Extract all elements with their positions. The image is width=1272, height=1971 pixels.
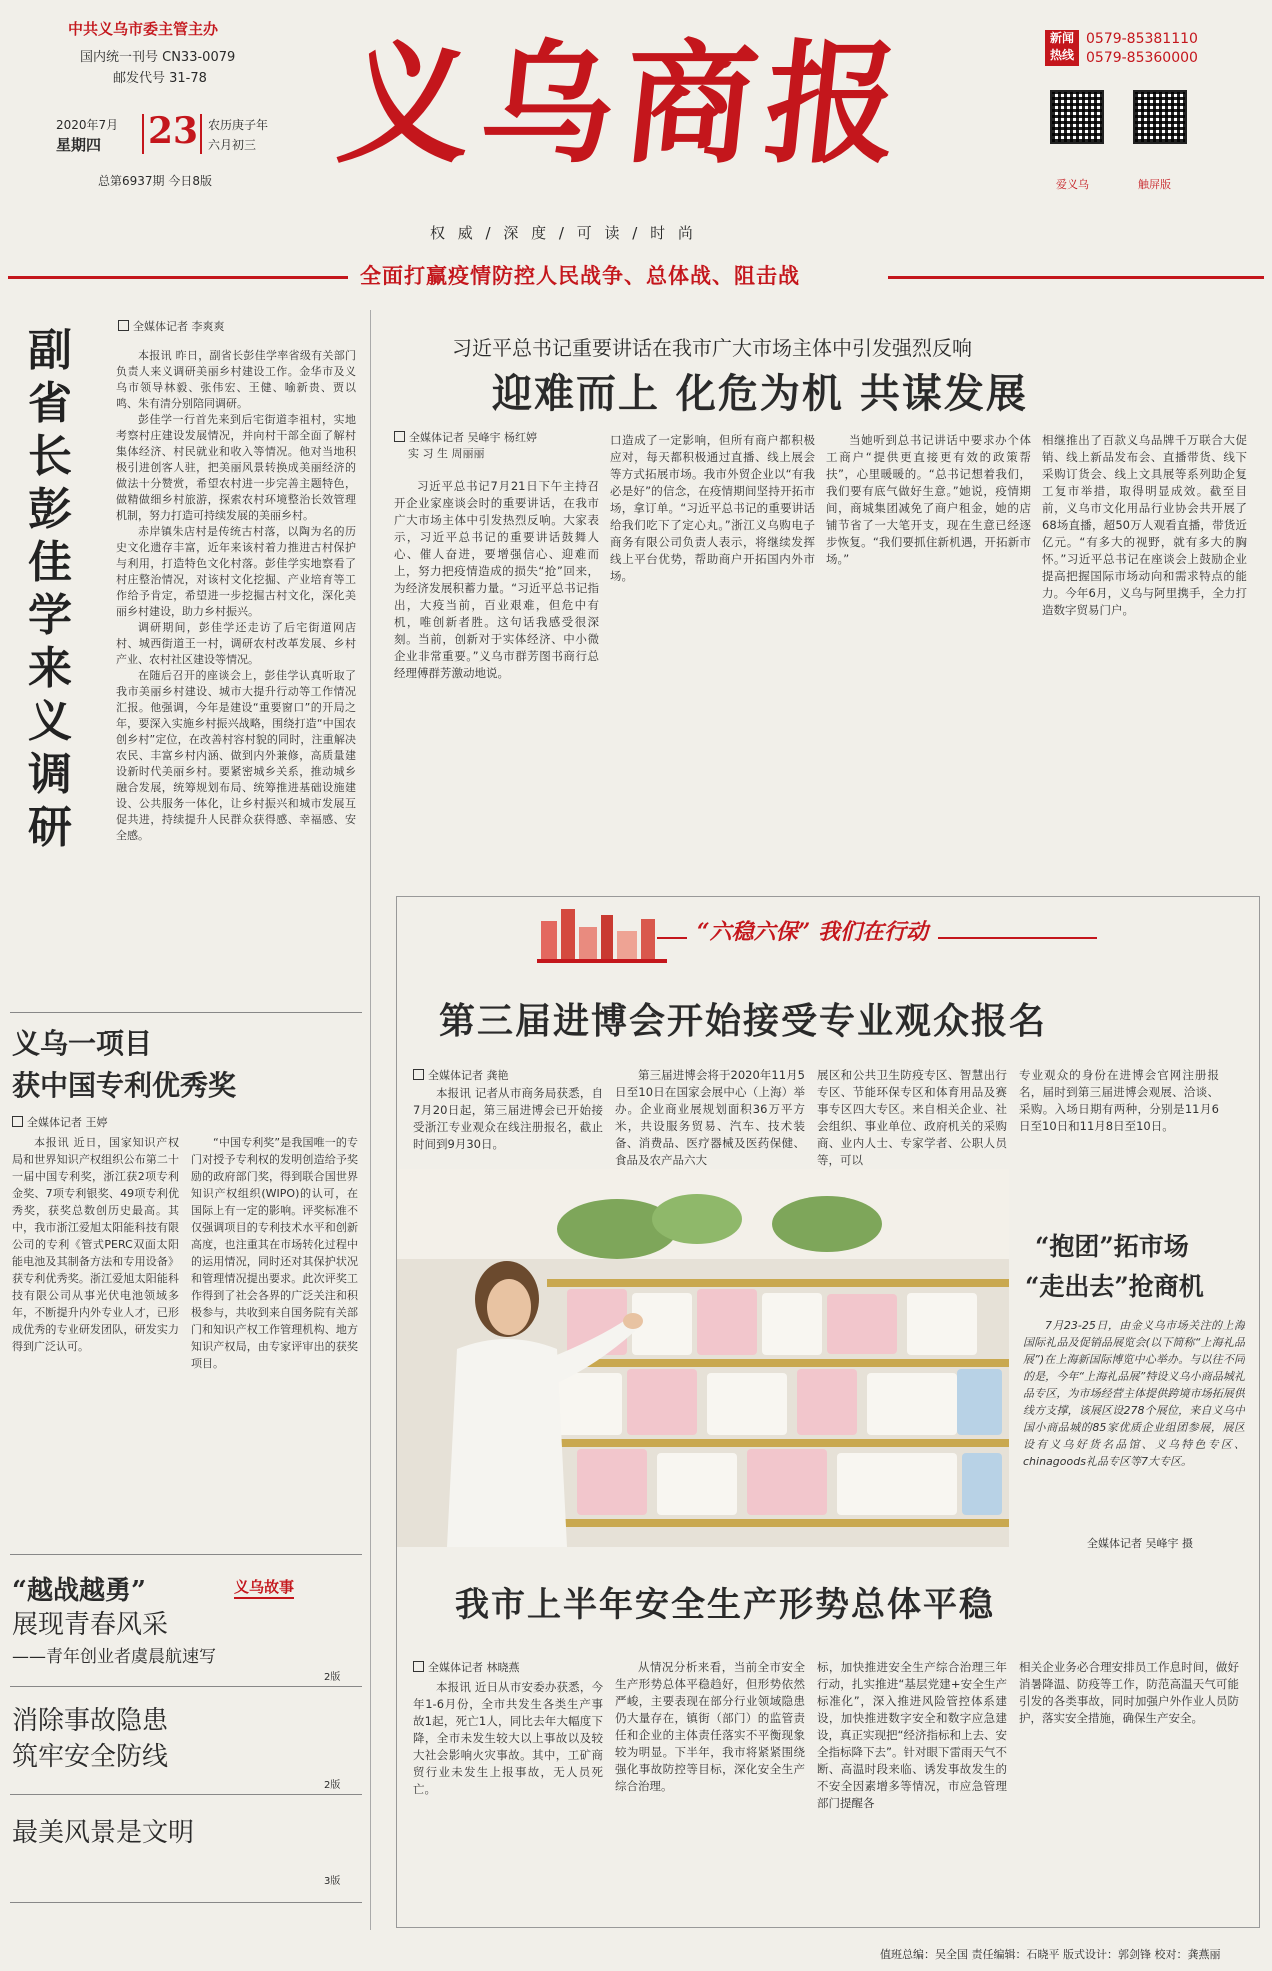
left-divider-3 [10,1686,362,1687]
slogan: 权 威 / 深 度 / 可 读 / 时 尚 [430,224,697,242]
teaser-2-page: 2版 [324,1780,341,1791]
photo-headline-1: “抱团”拓市场 [1035,1232,1189,1261]
teaser-2-title-2: 筑牢安全防线 [12,1742,169,1772]
date-divider-right [200,114,202,154]
left-divider-1 [10,1012,362,1013]
vice-governor-headline: 副省长彭佳学来义调研 [28,325,72,853]
issn-line: 国内统一刊号 CN33-0079 [80,50,236,65]
safety-col-3: 标，加快推进安全生产综合治理三年行动，扎实推进“基层党建+安全生产标准化”，深入推进风险管控体系建设，加快推进数字安全和数字应急建设，真正实现把“经济指标和上去、安全指标降下去”。针对眼下雷雨天气不断、高温时段来临、诱发事故发生的不安全因素增多等情况，市应急管理部门提醒各 [817,1660,1007,1810]
expo-byline: 全媒体记者 龚艳 [413,1067,509,1083]
safety-byline: 全媒体记者 林晓燕 [413,1659,520,1675]
teaser-3-page: 3版 [324,1876,341,1887]
qr-label-mobile: 触屏版 [1138,178,1171,191]
date-weekday: 星期四 [56,136,102,154]
left-divider-2 [10,1554,362,1555]
hotline-phone-2: 0579-85360000 [1086,50,1198,66]
expo-col-1: 本报讯 记者从市商务局获悉，自7月20日起，第三届进博会已开始接受浙江专业观众在线注册报名，截止时间到9月30日。 [413,1086,603,1151]
hotline-phone-1: 0579-85381110 [1086,31,1198,47]
patent-headline-1: 义乌一项目 [12,1027,153,1060]
date-block [56,112,296,162]
lead-byline: 全媒体记者 吴峰宇 杨红婷 实 习 生 周丽丽 [394,430,537,462]
teaser-3[interactable] [12,1812,352,1892]
vice-governor-story [20,318,360,1008]
teaser-1-subtitle: ——青年创业者虞晨航速写 [12,1647,216,1667]
campaign-frame [396,896,1260,1928]
expo-headline: 第三届进博会开始接受专业观众报名 [439,1000,1048,1042]
patent-body [12,1134,358,1534]
left-divider-4 [10,1794,362,1795]
date-divider-left [142,114,144,154]
teaser-1-title-2: 展现青春风采 [12,1610,169,1640]
banner-line-left [8,276,348,279]
vice-governor-body: 本报讯 昨日，副省长彭佳学率省级有关部门负责人来义调研美丽乡村建设工作。金华市及义乌市领导林毅、张伟宏、王健、喻新贵、贾以鸣、朱有清分别陪同调研。 彭佳学一行首先来到后宅街道李祖村，实地考察村庄建设发展情况，并向村干部全面了解村集体经济、村民就业和收入等情况。他对当地积极引进创客人驻，把美丽风景转换成美丽经济的做法十分赞赏，希望农村进一步完善主题特色，做精做细乡村旅游，探索农村环境整治长效管理机制，努力打造可持续发展的美丽乡村。 赤岸镇朱店村是传统古村落，以陶为名的历史文化遗存丰富，近年来该村着力推进古村保护与利用，打造特色文化村落。彭佳学实地察看了村庄整治情况，对该村文化挖掘、产业培育等工作给予肯定，希望进一步挖掘古村文化，深化美丽乡村建设，助力乡村振兴。 调研期间，彭佳学还走访了后宅街道网店村、城西街道王一村，调研农村改革发展、乡村产业、农村社区建设等情况。 在随后召开的座谈会上，彭佳学认真听取了我市美丽乡村建设、城市大提升行动等工作情况汇报。他强调，今年是建设“重要窗口”的开局之年，要深入实施乡村振兴战略，围绕打造“中国农创乡村”定位，在改善村容村貌的同时，注重解决农民、丰富乡村内涵、做到内外兼修，高质量建设新时代美丽乡村。要紧密城乡关系，推动城乡融合发展，统筹规划布局、统筹推进基础设施建设、公共服务一体化，让乡村振兴和城市发展互促共进，持续提升人民群众获得感、幸福感、安全感。 [116,349,356,842]
patent-col-1: 本报讯 近日，国家知识产权局和世界知识产权组织公布第二十一届中国专利奖，浙江获2项专利金奖、7项专利银奖、49项专利优秀奖，获奖总数创历史最高。其中，我市浙江爱旭太阳能科技有限公司的专利《管式PERC双面太阳能电池及其制备方法和专用设备》获专利优秀奖。浙江爱旭太阳能科技有限公司从事光伏电池领域多年，不断提升内外专业人才，已形成优秀的专业研发团队，研发实力得到广泛认可。 [12,1136,179,1353]
sponsor-line: 中共义乌市委主管主办 [68,20,219,38]
safety-col-1: 本报讯 近日从市安委办获悉，今年1-6月份，全市共发生各类生产事故1起，死亡1人，同比去年大幅度下降，全市未发生较大以上事故以及较大社会影响火灾事故。其中，工矿商贸行业未发生上报事故，无人员死亡。 [413,1680,603,1796]
hotline-label-1: 新闻 [1049,31,1074,45]
campaign-banner-area [537,901,1097,963]
expo-col-2: 第三届进博会将于2020年11月5日至10日在国家会展中心（上海）举办。企业商业展规划面积36万平方米，共设服务贸易、汽车、技术装备、消费品、医疗器械及医药保健、食品及农产品六大 [615,1068,805,1167]
lead-col-2: 口造成了一定影响，但所有商户都积极应对，每天都积极通过直播、线上展会等方式拓展市场。我市外贸企业以“有我必是好”的信念，在疫情期间坚持开拓市场，拿订单。“习近平总书记的重要讲话给我们吃下了定心丸。”浙江义乌购电子商务有限公司负责人表示，将继续发挥线上平台优势，帮助商户开拓国内外市场。 [610,433,815,583]
hotline-badge [1045,30,1079,66]
lunar-day: 六月初三 [208,138,257,152]
teaser-2[interactable] [12,1700,352,1790]
campaign-slogan: “六稳六保” 我们在行动 [687,915,938,946]
safety-col-2: 从情况分析来看，当前全市安全生产形势总体平稳趋好，但形势依然严峻，主要表现在部分行业领域隐患仍大量存在，镇街（部门）的监管责任和企业的主体责任落实不平衡现象较为明显。下半年，我市将紧紧围绕强化事故防控等目标，深化安全生产综合治理。 [615,1660,805,1793]
lead-headline: 迎难而上 化危为机 共谋发展 [492,370,1028,417]
patent-byline: 全媒体记者 王婷 [12,1114,108,1130]
patent-col-2: “中国专利奖”是我国唯一的专门对授予专利权的发明创造给予奖励的政府部门奖，得到联合国世界知识产权组织(WIPO)的认可，在国际上有一定的影响。评奖标准不仅强调项目的专利技术水平和创新高度，也注重其在市场转化过程中的运用情况，同时还对其保护状况和管理情况提出要求。此次评奖工作得到了社会各界的广泛关注和积极参与，共收到来自国务院有关部门和知识产权工作管理机构、地方知识产权局，由专家评审出的获奖项目。 [191,1136,358,1370]
footer-credits: 值班总编：吴全国 责任编辑：石晓平 版式设计：郭剑锋 校对：龚燕丽 [880,1948,1221,1961]
safety-col-4: 相关企业务必合理安排员工作息时间，做好消暑降温、防疫等工作，防范高温天气可能引发的各类事故，同时加强户外作业人员防护，落实安全措施，确保生产安全。 [1019,1660,1239,1725]
qr-label-app: 爱义乌 [1056,178,1089,191]
market-photo [397,1169,1009,1547]
newspaper-title: 义乌商报 [331,27,917,182]
market-photo-illustration [397,1169,1009,1547]
main-column-divider [370,310,371,1930]
lead-story [382,318,1260,888]
qr-code-mobile[interactable] [1133,90,1187,144]
teaser-1-badge: 义乌故事 [234,1576,294,1599]
teaser-1-page: 2版 [324,1672,341,1683]
issue-line: 总第6937期 今日8版 [98,174,212,188]
date-day: 23 [148,110,199,152]
left-divider-5 [10,1902,362,1903]
lead-col-4: 相继推出了百款义乌品牌千万联合大促销、线上新品发布会、直播带货、线下采购订货会、线上文具展等系列助企复工复市举措，取得明显成效。截至目前，义乌市文化用品行业协会共开展了68场直播，超50万人观看直播，带货近亿元。“有多大的视野，就有多大的胸怀。”习近平总书记在座谈会上鼓励企业提高把握国际市场动向和需求特点的能力。今年6月，义乌与阿里携手，全力打造数字贸易门户。 [1042,433,1247,617]
lead-col-1: 习近平总书记7月21日下午主持召开企业家座谈会时的重要讲话，在我市广大市场主体中引发热烈反响。大家表示，习近平总书记的重要讲话鼓舞人心、催人奋进，要增强信心、迎难而上，努力把疫情造成的损失“抢”回来，为经济发展积蓄力量。“习近平总书记指出，大疫当前，百业艰难，但危中有机，唯创新者胜。这句话我感受很深刻。当前，创新对于实体经济、中小微企业非常重要。”义乌市群芳图书商行总经理傅群芳激动地说。 [394,479,599,680]
lead-col-3: 当她听到总书记讲话中要求办个体工商户“提供更直接更有效的政策帮扶”，心里暖暖的。“总书记想着我们，我们要有底气做好生意。”她说，疫情期间，商城集团减免了商户租金，她的店铺节省了一大笔开支，现在生意已经逐步恢复。“我们要抓住新机遇，开拓新市场。” [826,433,1031,566]
patent-story [12,1022,362,1542]
qr-code-app[interactable] [1050,90,1104,144]
lead-kicker: 习近平总书记重要讲话在我市广大市场主体中引发强烈反响 [452,336,972,360]
vice-governor-byline: 全媒体记者 李爽爽 [118,318,225,334]
photo-credit: 全媒体记者 吴峰宇 摄 [1087,1537,1193,1550]
date-month: 2020年7月 [56,118,119,132]
teaser-3-title-1: 最美风景是文明 [12,1818,195,1848]
safety-headline: 我市上半年安全生产形势总体平稳 [455,1585,995,1625]
skyline-icon [537,901,667,963]
expo-col-4: 专业观众的身份在进博会官网注册报名，届时到第三届进博会观展、洽谈、采购。入场日期有两种，分别是11月6日至10日和11月8日至10日。 [1019,1068,1219,1133]
teaser-1[interactable] [12,1570,352,1683]
expo-col-3: 展区和公共卫生防疫专区、智慧出行专区、节能环保专区和体育用品及赛事专区四大专区。来自相关企业、社会组织、事业单位、政府机关的采购商、业内人士、专家学者、公职人员等，可以 [817,1068,1007,1167]
patent-headline-2: 获中国专利优秀奖 [12,1069,237,1102]
postal-line: 邮发代号 31-78 [113,71,207,86]
lunar-year: 农历庚子年 [208,118,269,132]
hotline-label-2: 热线 [1049,48,1074,62]
masthead [0,0,1272,290]
teaser-2-title-1: 消除事故隐患 [12,1706,169,1736]
photo-headline-2: “走出去”抢商机 [1025,1272,1204,1301]
teaser-1-title-1: “越战越勇” [12,1576,146,1606]
photo-caption-text: 7月23-25日，由金义乌市场关注的上海国际礼品及促销品展览会(以下简称“上海礼品展”)在上海新国际博览中心举办。与以往不同的是，今年“上海礼品展”特设义乌小商品城礼品专区，为市场经营主体提供跨境市场拓展供线方支撑，该展区设278个展位，来自义乌中国小商品城的85家优质企业组团参展，展区设有义乌好货名品馆、义乌特色专区、chinagoods礼品专区等7大专区。 [1023,1319,1245,1468]
banner-line-right [888,276,1264,279]
campaign-banner: 全面打赢疫情防控人民战争、总体战、阻击战 [360,264,800,288]
